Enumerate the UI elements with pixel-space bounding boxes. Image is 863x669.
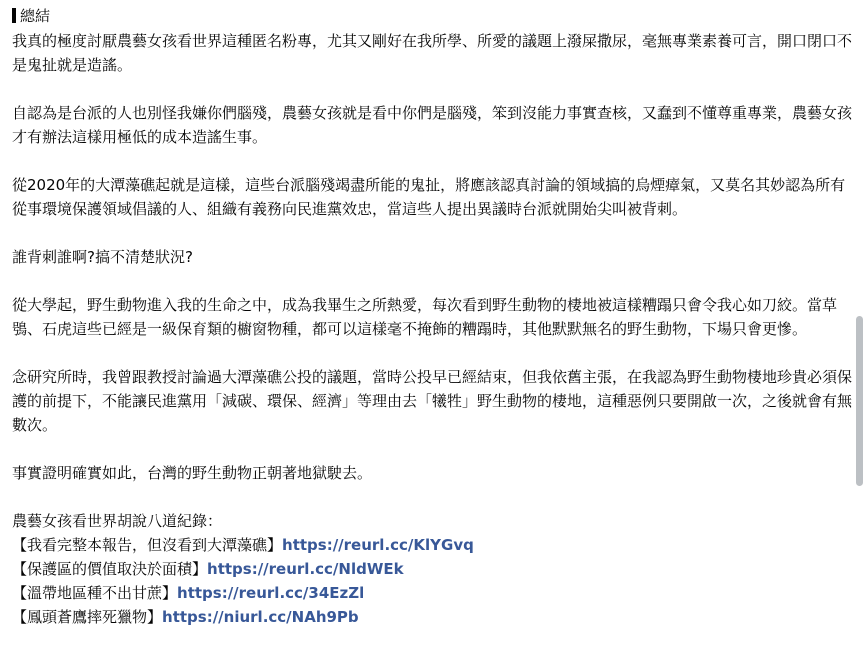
post-body bbox=[12, 0, 854, 629]
record-item bbox=[12, 533, 854, 557]
record-link[interactable]: https://reurl.cc/34EzZl bbox=[177, 584, 365, 602]
paragraph: 從2020年的大潭藻礁起就是這樣，這些台派腦殘竭盡所能的鬼扯，將應該認真討論的領域搞的烏煙瘴氣，又莫名其妙認為所有從事環境保護領域倡議的人、組織有義務向民進黨效忠，當這些人提出異議時台派就開始尖叫被背刺。 bbox=[12, 176, 846, 218]
record-link[interactable]: https://niurl.cc/NAh9Pb bbox=[162, 608, 359, 626]
paragraph: 從大學起，野生動物進入我的生命之中，成為我畢生之所熱愛，每次看到野生動物的棲地被這樣糟蹋只會令我心如刀絞。當草鴞、石虎這些已經是一級保育類的櫥窗物種，都可以這樣毫不掩飾的糟蹋時，其他默默無名的野生動物，下場只會更慘。 bbox=[12, 296, 838, 338]
records-intro: 農藝女孩看世界胡說八道紀錄： bbox=[12, 512, 223, 530]
record-label: 【鳳頭蒼鷹摔死獵物】 bbox=[12, 608, 163, 626]
heading-text: 總結 bbox=[20, 7, 51, 25]
post-heading bbox=[12, 3, 854, 29]
record-item bbox=[12, 581, 854, 605]
record-link[interactable]: https://reurl.cc/NldWEk bbox=[207, 560, 404, 578]
scrollbar-thumb[interactable] bbox=[856, 316, 863, 486]
paragraph: 自認為是台派的人也別怪我嫌你們腦殘，農藝女孩就是看中你們是腦殘，笨到沒能力事實查核，又蠢到不懂尊重專業，農藝女孩才有辦法這樣用極低的成本造謠生事。 bbox=[12, 104, 853, 146]
record-label: 【溫帶地區種不出甘蔗】 bbox=[12, 584, 178, 602]
record-label: 【保護區的價值取決於面積】 bbox=[12, 560, 208, 578]
record-label: 【我看完整本報告，但沒看到大潭藻礁】 bbox=[12, 536, 283, 554]
heading-bar-icon bbox=[12, 8, 16, 23]
record-item bbox=[12, 605, 854, 629]
paragraph: 我真的極度討厭農藝女孩看世界這種匿名粉專，尤其又剛好在我所學、所愛的議題上潑屎撒尿，毫無專業素養可言，開口閉口不是鬼扯就是造謠。 bbox=[12, 32, 853, 74]
paragraph: 誰背刺誰啊?搞不清楚狀況? bbox=[12, 248, 193, 266]
paragraph: 念研究所時，我曾跟教授討論過大潭藻礁公投的議題，當時公投早已經結束，但我依舊主張，在我認為野生動物棲地珍貴必須保護的前提下，不能讓民進黨用「減碳、環保、經濟」等理由去「犧牲」野生動物的棲地，這種惡例只要開啟一次，之後就會有無數次。 bbox=[12, 368, 853, 434]
record-link[interactable]: https://reurl.cc/KlYGvq bbox=[282, 536, 474, 554]
record-item bbox=[12, 557, 854, 581]
paragraph: 事實證明確實如此，台灣的野生動物正朝著地獄駛去。 bbox=[12, 464, 373, 482]
